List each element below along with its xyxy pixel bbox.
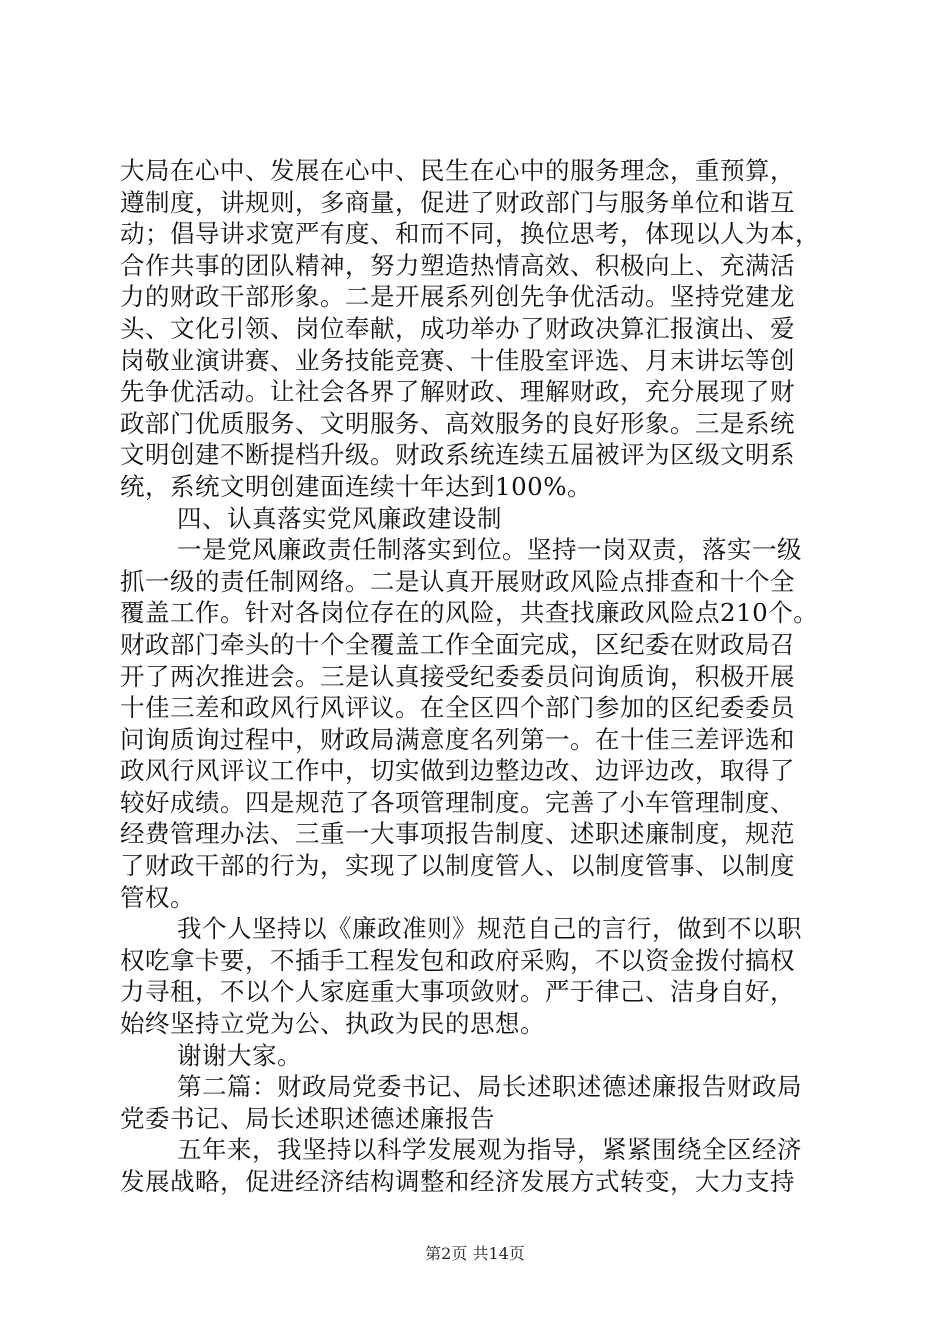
text-line: 较好成绩。四是规范了各项管理制度。完善了小车管理制度、	[120, 787, 795, 817]
text-line: 了财政干部的行为，实现了以制度管人、以制度管事、以制度	[120, 851, 795, 881]
text-line: 十佳三差和政风行风评议。在全区四个部门参加的区纪委委员	[120, 693, 795, 723]
text-line: 动；倡导讲求宽严有度、和而不同，换位思考，体现以人为本，	[120, 219, 820, 249]
text-line: 政风行风评议工作中，切实做到边整边改、边评边改，取得了	[120, 756, 795, 786]
text-line: 经费管理办法、三重一大事项报告制度、述职述廉制度，规范	[120, 819, 795, 849]
text-line: 合作共事的团队精神，努力塑造热情高效、积极向上、充满活	[120, 250, 795, 280]
text-line: 遵制度，讲规则，多商量，促进了财政部门与服务单位和谐互	[120, 187, 795, 217]
text-line: 力寻租，不以个人家庭重大事项敛财。严于律己、洁身自好，	[120, 977, 795, 1007]
text-line: 问询质询过程中，财政局满意度名列第一。在十佳三差评选和	[120, 724, 795, 754]
text-line: 权吃拿卡要，不插手工程发包和政府采购，不以资金拨付搞权	[120, 945, 795, 975]
text-line: 力的财政干部形象。二是开展系列创先争优活动。坚持党建龙	[120, 282, 795, 312]
text-line: 文明创建不断提档升级。财政系统连续五届被评为区级文明系	[120, 440, 795, 470]
text-line: 大局在心中、发展在心中、民生在心中的服务理念，重预算，	[120, 156, 795, 185]
text-line: 岗敬业演讲赛、业务技能竞赛、十佳股室评选、月末讲坛等创	[120, 345, 795, 375]
text-line: 四、认真落实党风廉政建设制	[177, 503, 502, 533]
text-line: 统，系统文明创建面连续十年达到100%。	[120, 471, 593, 501]
text-line: 开了两次推进会。三是认真接受纪委委员问询质询，积极开展	[120, 661, 795, 691]
text-line: 抓一级的责任制网络。二是认真开展财政风险点排查和十个全	[120, 566, 795, 596]
document-body	[120, 155, 838, 1198]
text-line: 我个人坚持以《廉政准则》规范自己的言行，做到不以职	[177, 914, 802, 944]
text-line: 管权。	[120, 882, 195, 912]
text-line: 五年来，我坚持以科学发展观为指导，紧紧围绕全区经济	[177, 1135, 802, 1165]
text-line: 先争优活动。让社会各界了解财政、理解财政，充分展现了财	[120, 377, 795, 407]
page-footer: 第2页 共14页	[425, 1244, 525, 1263]
text-line: 党委书记、局长述职述德述廉报告	[120, 1103, 495, 1133]
text-line: 第二篇：财政局党委书记、局长述职述德述廉报告财政局	[177, 1072, 802, 1102]
text-line: 政部门优质服务、文明服务、高效服务的良好形象。三是系统	[120, 408, 795, 438]
text-line: 财政部门牵头的十个全覆盖工作全面完成，区纪委在财政局召	[120, 629, 795, 659]
text-line: 发展战略，促进经济结构调整和经济发展方式转变，大力支持	[120, 1167, 795, 1196]
text-line: 谢谢大家。	[177, 1040, 302, 1070]
text-line: 始终坚持立党为公、执政为民的思想。	[120, 1009, 545, 1039]
text-line: 一是党风廉政责任制落实到位。坚持一岗双责，落实一级	[177, 535, 802, 565]
text-line: 覆盖工作。针对各岗位存在的风险，共查找廉政风险点210个。	[120, 598, 819, 628]
text-line: 头、文化引领、岗位奉献，成功举办了财政决算汇报演出、爱	[120, 313, 795, 343]
